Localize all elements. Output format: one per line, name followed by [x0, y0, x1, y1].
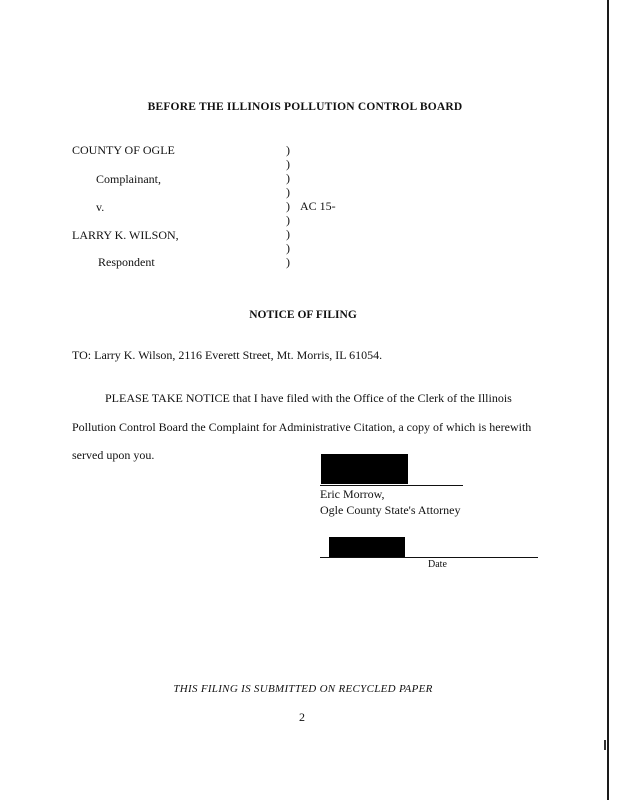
- signature-line: [320, 485, 463, 486]
- case-number: AC 15-: [300, 199, 336, 213]
- caption-paren: ): [286, 199, 290, 213]
- caption-versus: v.: [96, 200, 105, 214]
- scan-edge-line: [607, 0, 609, 800]
- caption-paren: ): [286, 157, 290, 171]
- caption-paren: ): [286, 213, 290, 227]
- court-title: BEFORE THE ILLINOIS POLLUTION CONTROL BOARD: [147, 101, 463, 113]
- date-label: Date: [428, 559, 447, 570]
- notice-paragraph-line-3: served upon you.: [72, 448, 155, 462]
- caption-party-2: LARRY K. WILSON,: [72, 228, 179, 242]
- notice-paragraph-line-2: Pollution Control Board the Complaint for Administrative Citation, a copy of which is herewith: [72, 420, 532, 434]
- caption-paren: ): [286, 255, 290, 269]
- addressee-line: TO: Larry K. Wilson, 2116 Everett Street, Mt. Morris, IL 61054.: [72, 348, 383, 362]
- caption-paren: ): [286, 185, 290, 199]
- caption-role-1: Complainant,: [96, 172, 161, 186]
- caption-paren: ): [286, 171, 290, 185]
- caption-paren: ): [286, 227, 290, 241]
- date-line: [320, 557, 538, 558]
- redacted-date: [329, 537, 405, 558]
- signer-name: Eric Morrow,: [320, 487, 385, 501]
- caption-role-2: Respondent: [98, 255, 155, 269]
- notice-title: NOTICE OF FILING: [249, 309, 357, 321]
- scan-edge-mark: [604, 740, 606, 750]
- signer-title: Ogle County State's Attorney: [320, 503, 461, 517]
- recycled-paper-notice: THIS FILING IS SUBMITTED ON RECYCLED PAPER: [173, 683, 433, 695]
- caption-party-1: COUNTY OF OGLE: [72, 143, 175, 157]
- page-number: 2: [299, 710, 305, 724]
- caption-paren: ): [286, 241, 290, 255]
- notice-paragraph-line-1: PLEASE TAKE NOTICE that I have filed with the Office of the Clerk of the Illinois: [105, 391, 512, 405]
- redacted-signature: [321, 454, 408, 484]
- caption-paren: ): [286, 143, 290, 157]
